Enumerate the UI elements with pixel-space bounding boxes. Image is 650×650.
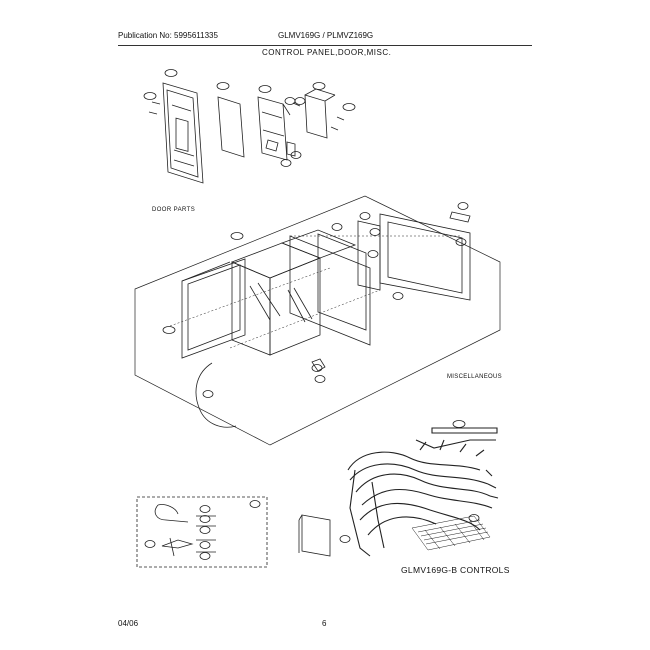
controls-label: GLMV169G-B CONTROLS bbox=[401, 565, 510, 575]
page-number: 6 bbox=[322, 619, 327, 628]
door-misc-assembly bbox=[135, 196, 500, 445]
wiring-harness bbox=[340, 421, 498, 557]
footer-date: 04/06 bbox=[118, 619, 139, 628]
publication-number: Publication No: 5995611335 bbox=[118, 31, 218, 40]
owners-manual bbox=[299, 515, 330, 556]
fuse-kit-inset bbox=[137, 497, 267, 567]
miscellaneous-label: MISCELLANEOUS bbox=[447, 374, 502, 380]
model-number: GLMV169G / PLMVZ169G bbox=[278, 31, 374, 40]
control-panel-assembly bbox=[144, 70, 355, 184]
door-parts-label: DOOR PARTS bbox=[152, 207, 196, 213]
grille bbox=[412, 516, 490, 550]
section-title: CONTROL PANEL,DOOR,MISC. bbox=[262, 48, 392, 57]
